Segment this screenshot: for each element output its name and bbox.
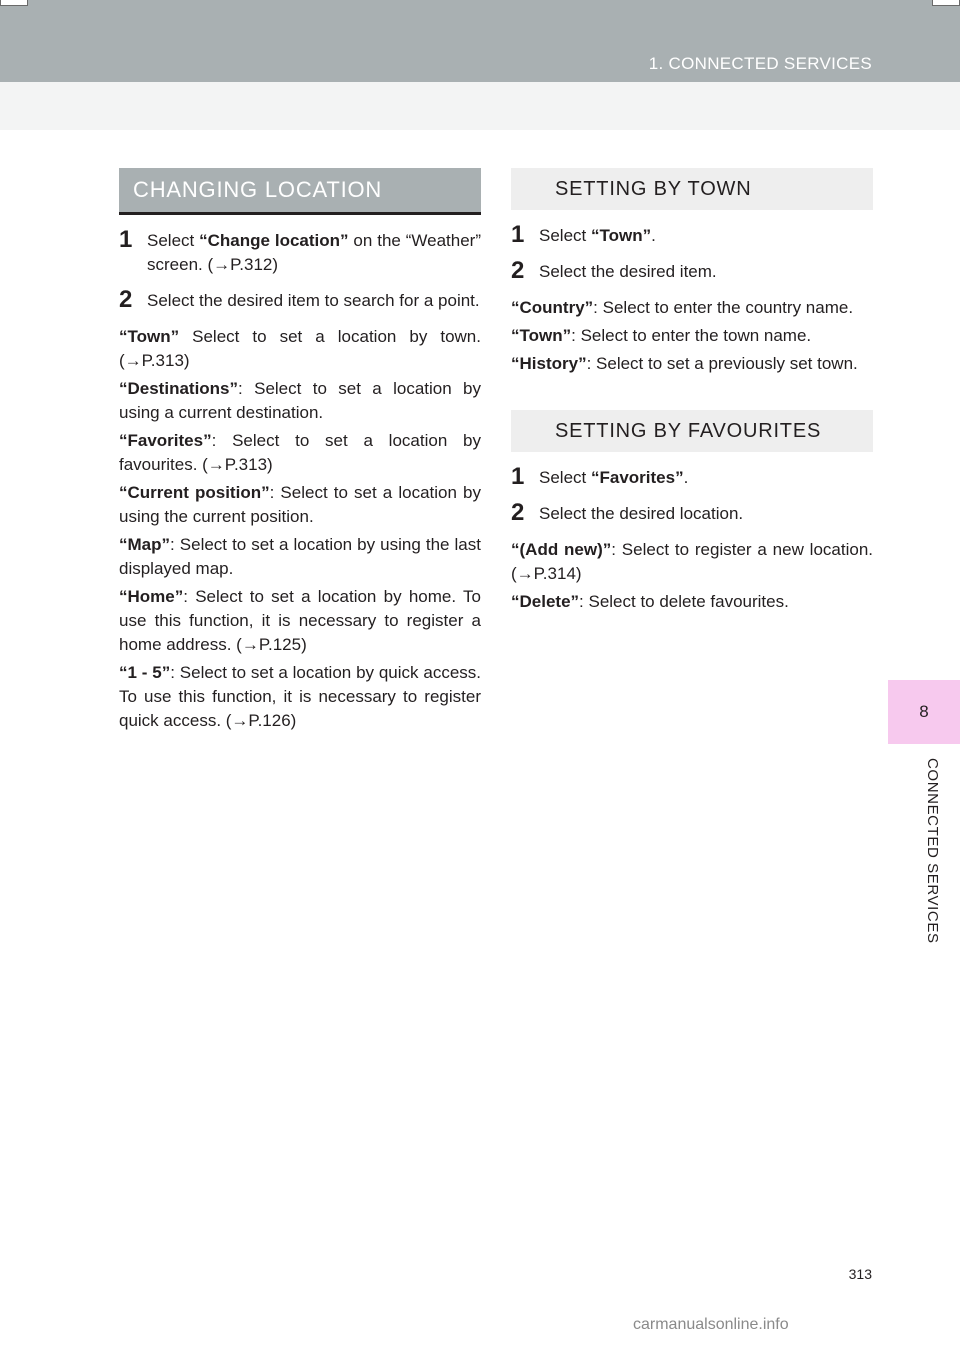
option-text: : Select to delete favourites. xyxy=(579,592,789,611)
left-column xyxy=(119,168,481,737)
option-term: “Favorites” xyxy=(119,431,212,450)
option-description xyxy=(511,538,873,586)
option-description xyxy=(511,296,873,320)
option-term: “1 - 5” xyxy=(119,663,171,682)
option-term: “Town” xyxy=(119,327,180,346)
step-text xyxy=(147,289,481,313)
step-item xyxy=(119,226,481,277)
heading-setting-by-town: SETTING BY TOWN xyxy=(511,168,873,210)
heading-changing-location: CHANGING LOCATION xyxy=(119,168,481,212)
heading-setting-by-favourites: SETTING BY FAVOURITES xyxy=(511,410,873,452)
step-text-suffix: . xyxy=(683,468,689,487)
step-item xyxy=(511,221,873,248)
option-term: “(Add new)” xyxy=(511,540,612,559)
option-description xyxy=(119,661,481,733)
step-text xyxy=(539,260,873,284)
step-text-prefix: Select xyxy=(539,468,591,487)
crop-mark-left xyxy=(0,0,28,6)
step-number: 2 xyxy=(511,499,525,526)
chapter-tab xyxy=(888,680,960,744)
step-text xyxy=(539,502,873,526)
option-description xyxy=(511,590,873,614)
option-term: “History” xyxy=(511,354,587,373)
step-item xyxy=(511,499,873,526)
option-text: : Select to set a location by using the current position. xyxy=(119,483,482,526)
option-description xyxy=(119,585,481,657)
step-keyword: “Change location” xyxy=(199,231,349,250)
option-description xyxy=(119,325,481,373)
option-description xyxy=(511,352,873,376)
option-text: : Select to enter the town name. xyxy=(571,326,812,345)
left-steps xyxy=(119,226,481,313)
step-text-prefix: Select xyxy=(147,231,200,250)
crop-mark-right xyxy=(932,0,960,6)
step-text-suffix: on the “Weather” screen. (→P.312) xyxy=(147,231,481,274)
option-text: : Select to register a new location.(→P.314) xyxy=(511,540,874,583)
option-description xyxy=(119,533,481,581)
step-keyword: “Favorites” xyxy=(590,468,684,487)
step-number: 2 xyxy=(119,286,133,313)
step-number: 2 xyxy=(511,257,525,284)
step-number: 1 xyxy=(511,221,525,248)
option-description xyxy=(119,481,481,529)
step-text-prefix: Select xyxy=(539,226,591,245)
watermark: carmanualsonline.info xyxy=(633,1316,789,1333)
chapter-number: 8 xyxy=(919,702,929,721)
step-item xyxy=(511,257,873,284)
heading-rule xyxy=(119,212,481,215)
step-text-prefix: Select the desired item to search for a point. xyxy=(147,291,480,310)
town-items xyxy=(511,296,873,376)
option-text: : Select to set a location by home. To use this function, it is necessary to register a home address. (→P.125) xyxy=(119,587,481,654)
option-text: : Select to set a location by using a current destination. xyxy=(119,379,481,422)
option-text: : Select to enter the country name. xyxy=(593,298,854,317)
step-item xyxy=(511,463,873,490)
chapter-title: CONNECTED SERVICES xyxy=(924,758,941,944)
option-description xyxy=(119,429,481,477)
step-keyword: “Town” xyxy=(590,226,652,245)
option-text: : Select to set a location by using the last displayed map. xyxy=(119,535,481,578)
step-text-suffix: . xyxy=(651,226,656,245)
option-description xyxy=(511,324,873,348)
step-text xyxy=(539,224,873,248)
step-text-prefix: Select the desired item. xyxy=(539,262,717,281)
step-item xyxy=(119,286,481,313)
right-column xyxy=(511,168,873,618)
option-term: “Delete” xyxy=(511,592,580,611)
option-term: “Home” xyxy=(119,587,184,606)
fav-items xyxy=(511,538,873,614)
option-term: “Destinations” xyxy=(119,379,239,398)
option-term: “Map” xyxy=(119,535,170,554)
option-description xyxy=(119,377,481,425)
fav-steps xyxy=(511,463,873,526)
option-term: “Country” xyxy=(511,298,594,317)
left-items xyxy=(119,325,481,733)
step-text xyxy=(539,466,873,490)
option-term: “Current position” xyxy=(119,483,270,502)
town-steps xyxy=(511,221,873,284)
section-title: 1. CONNECTED SERVICES xyxy=(648,54,872,73)
step-text-prefix: Select the desired location. xyxy=(539,504,744,523)
option-text: Select to set a location by town. (→P.313) xyxy=(119,327,481,370)
step-text xyxy=(147,229,481,277)
option-text: : Select to set a location by quick access. To use this function, it is necessary to register quick access. (→P.126) xyxy=(119,663,481,730)
step-number: 1 xyxy=(511,463,525,490)
option-text: : Select to set a location by favourites. (→P.313) xyxy=(119,431,481,474)
step-number: 1 xyxy=(119,226,133,253)
option-text: : Select to set a previously set town. xyxy=(586,354,858,373)
header-subband xyxy=(0,82,960,130)
page-number: 313 xyxy=(848,1266,872,1282)
option-term: “Town” xyxy=(511,326,572,345)
